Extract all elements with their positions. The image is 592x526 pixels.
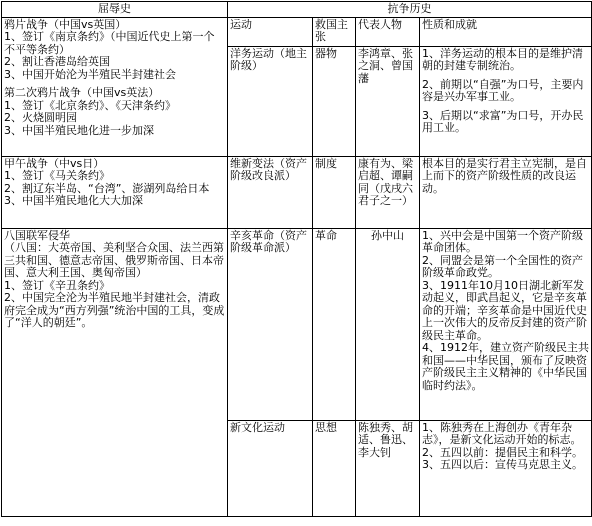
history-table xyxy=(1,1,592,517)
col-people: 代表人物 xyxy=(356,17,420,46)
second-opium-war-item: 3、中国半殖民地化进一步加深 xyxy=(4,123,154,137)
nature-xinwenhua: 1、陈独秀在上海创办《青年杂志》，是新文化运动开始的标志。 2、五四以前：提倡民主和科学。 3、五四以后：宣传马克思主义。 xyxy=(420,420,592,516)
nature-weixin: 根本目的是实行君主立宪制，是自上而下的资产阶级性质的改良运动。 xyxy=(420,156,592,228)
nature-xinhai: 1、兴中会是中国第一个资产阶级革命团体。 2、同盟会是第一个全国性的资产阶级革命政党。 3、1911年10月10日湖北新军发动起义，即武昌起义，它是辛亥革命的开端；辛亥革命是中国近代史上一次伟大的反帝反封建的资产阶级民主革命。 4、1912年，建立资产阶级民主共和国——中华民国，颁布了反映资产阶级民主主义精神的《中华民国临时约法》。 xyxy=(420,228,592,420)
people-xinwenhua: 陈独秀、胡适、鲁迅、李大钊 xyxy=(356,420,420,516)
idea-xinwenhua: 思想 xyxy=(313,420,356,516)
second-opium-war-title: 第二次鸦片战争（中国vs英法） xyxy=(4,86,160,99)
people-weixin: 康有为、梁启超、谭嗣同（戊戌六君子之一） xyxy=(356,156,420,228)
eight-nation-cell: 八国联军侵华 （八国：大英帝国、美利坚合众国、法兰西第三共和国、德意志帝国、俄罗斯帝国、日本帝国、意大利王国、奥匈帝国） 1、签订《辛丑条约》 2、中国完全沦为半殖民地半封建社会，清政府完全成为“西方列强”统治中国的工具，变成了“洋人的朝廷”。 xyxy=(2,228,228,516)
movement-xinhai: 辛亥革命（资产阶级革命派） xyxy=(228,228,313,420)
people-yangwu: 李鸿章、张之洞、曾国藩 xyxy=(356,46,420,156)
idea-yangwu: 器物 xyxy=(313,46,356,156)
idea-xinhai: 革命 xyxy=(313,228,356,420)
people-xinhai: 孙中山 xyxy=(356,228,420,420)
movement-yangwu: 洋务运动（地主阶级） xyxy=(228,46,313,156)
movement-xinwenhua: 新文化运动 xyxy=(228,420,313,516)
opium-war-item: 2、割让香港岛给英国 xyxy=(4,55,110,68)
col-movement: 运动 xyxy=(228,17,313,46)
second-opium-war-item: 2、火烧圆明园 xyxy=(4,111,77,124)
opium-war-item: 3、中国开始沦为半殖民半封建社会 xyxy=(4,67,176,81)
idea-weixin: 制度 xyxy=(313,156,356,228)
eight-nation-title: 八国联军侵华 xyxy=(4,228,70,242)
second-opium-war-item: 1、签订《北京条约》、《天津条约》 xyxy=(4,98,176,112)
opium-war-cell xyxy=(2,17,228,156)
nature-yangwu: 1、洋务运动的根本目的是维护清朝的封建专制统治。 2、前期以“自强”为口号，主要内容是兴办军事工业。 3、后期以“求富”为口号，开办民用工业。 xyxy=(420,46,592,156)
movement-weixin: 维新变法（资产阶级改良派） xyxy=(228,156,313,228)
opium-war-item: 1、签订《南京条约》（中国近代史上第一个不平等条约） xyxy=(4,30,215,56)
col-nature: 性质和成就 xyxy=(420,17,592,46)
jiawu-war-cell: 甲午战争（中vs日） 1、签订《马关条约》 2、割辽东半岛、“台湾”、澎湖列岛给日本 3、中国半殖民地化大大加深 xyxy=(2,156,228,228)
header-humiliation: 屈辱史 xyxy=(2,2,228,18)
col-idea: 救国主张 xyxy=(313,17,356,46)
header-resistance: 抗争历史 xyxy=(228,2,592,18)
jiawu-war-title: 甲午战争（中vs日） xyxy=(4,156,105,170)
opium-war-title: 鸦片战争（中国vs英国） xyxy=(4,17,127,31)
